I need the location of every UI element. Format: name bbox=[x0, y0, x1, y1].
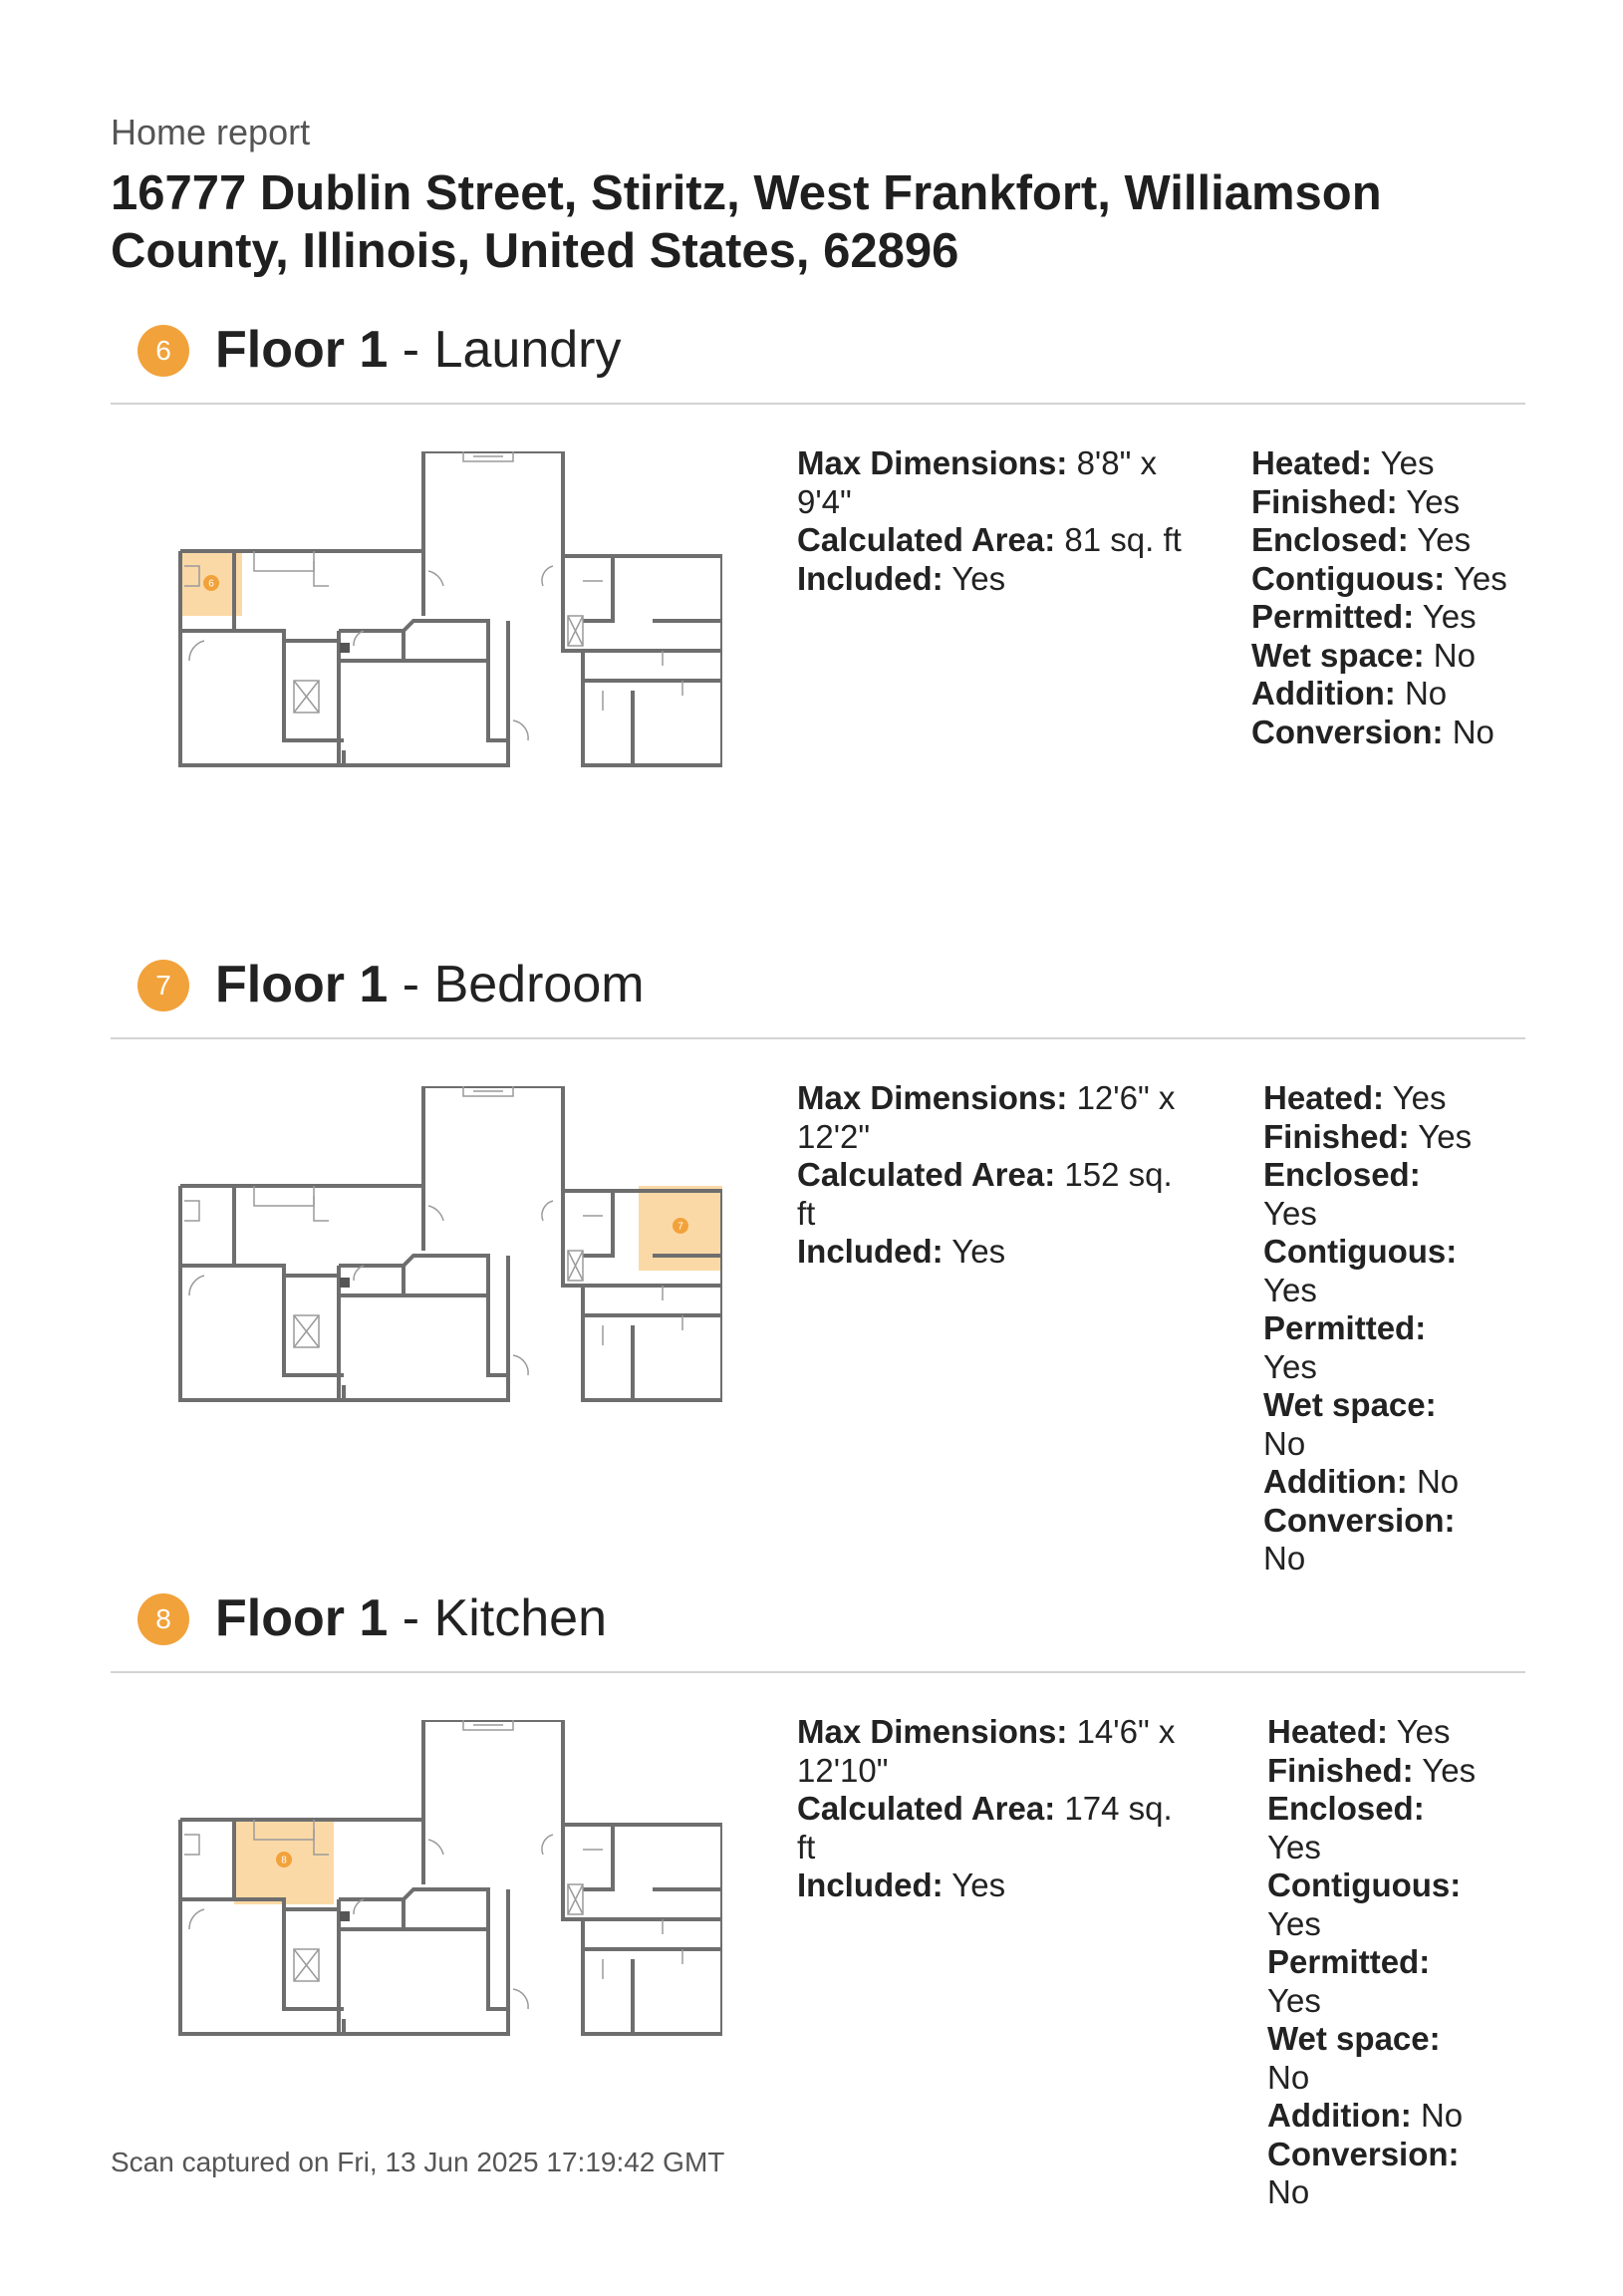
calculated-area: Calculated Area: 81 sq. ft bbox=[797, 521, 1182, 558]
room-section-bedroom bbox=[0, 952, 1623, 1577]
attribute-row: Wet space: No bbox=[1267, 2020, 1441, 2096]
svg-text:7: 7 bbox=[677, 1221, 683, 1233]
attribute-row: Wet space: No bbox=[1263, 1386, 1437, 1462]
room-name: Kitchen bbox=[433, 1589, 608, 1647]
attribute-row: Permitted: Yes bbox=[1251, 598, 1477, 635]
room-name: Laundry bbox=[433, 321, 622, 379]
attribute-row: Enclosed: Yes bbox=[1267, 1790, 1425, 1866]
room-number-badge: 6 bbox=[137, 325, 189, 377]
attribute-row: Permitted: Yes bbox=[1263, 1309, 1427, 1385]
attribute-row: Heated: Yes bbox=[1263, 1079, 1447, 1116]
floor-label: Floor 1 bbox=[215, 956, 389, 1013]
attribute-row: Heated: Yes bbox=[1251, 444, 1435, 481]
title-separator: - bbox=[388, 956, 434, 1013]
room-attributes bbox=[1263, 1079, 1483, 1578]
attribute-row: Contiguous: Yes bbox=[1251, 559, 1507, 597]
attribute-row: Addition: No bbox=[1267, 2097, 1464, 2134]
attribute-row: Conversion: No bbox=[1263, 1501, 1456, 1577]
room-attributes bbox=[1267, 1713, 1487, 2212]
svg-text:8: 8 bbox=[281, 1855, 287, 1866]
room-summary bbox=[797, 444, 1216, 598]
room-section-kitchen bbox=[0, 1585, 1623, 2210]
included: Included: Yes bbox=[797, 1866, 1006, 1903]
room-summary bbox=[797, 1079, 1176, 1272]
room-attributes bbox=[1251, 444, 1520, 751]
calculated-area: Calculated Area: 174 sq. ft bbox=[797, 1790, 1173, 1866]
room-number-badge: 7 bbox=[137, 960, 189, 1011]
title-separator: - bbox=[388, 321, 434, 379]
room-summary bbox=[797, 1713, 1176, 1905]
floor-plan-bedroom bbox=[164, 1086, 722, 1405]
room-section-laundry bbox=[0, 317, 1623, 915]
section-divider bbox=[111, 1671, 1525, 1673]
attribute-row: Conversion: No bbox=[1267, 2135, 1460, 2210]
section-divider bbox=[111, 1037, 1525, 1039]
report-label: Home report bbox=[111, 112, 311, 152]
attribute-row: Heated: Yes bbox=[1267, 1713, 1451, 1750]
attribute-row: Finished: Yes bbox=[1251, 482, 1461, 520]
room-title bbox=[215, 952, 645, 1017]
attribute-row: Enclosed: Yes bbox=[1263, 1156, 1421, 1232]
included: Included: Yes bbox=[797, 1233, 1006, 1270]
attribute-row: Addition: No bbox=[1263, 1463, 1460, 1500]
included: Included: Yes bbox=[797, 559, 1006, 597]
room-header bbox=[111, 952, 1525, 1041]
room-title bbox=[215, 1585, 607, 1651]
room-header bbox=[111, 1585, 1525, 1675]
room-header bbox=[111, 317, 1525, 407]
floor-label: Floor 1 bbox=[215, 1589, 389, 1647]
floor-plan-kitchen bbox=[164, 1720, 722, 2039]
scan-captured-footer: Scan captured on Fri, 13 Jun 2025 17:19:42 GMT bbox=[111, 2147, 725, 2177]
property-address: 16777 Dublin Street, Stiritz, West Frankfort, Williamson County, Illinois, United States, 62896 bbox=[111, 166, 1382, 278]
room-title bbox=[215, 317, 621, 383]
max-dimensions: Max Dimensions: 8'8" x 9'4" bbox=[797, 444, 1157, 520]
attribute-row: Wet space: No bbox=[1251, 636, 1476, 674]
room-number-badge: 8 bbox=[137, 1593, 189, 1645]
section-divider bbox=[111, 403, 1525, 405]
max-dimensions: Max Dimensions: 14'6" x 12'10" bbox=[797, 1713, 1176, 1789]
attribute-row: Contiguous: Yes bbox=[1267, 1866, 1462, 1942]
attribute-row: Enclosed: Yes bbox=[1251, 521, 1472, 558]
attribute-row: Addition: No bbox=[1251, 675, 1448, 712]
room-name: Bedroom bbox=[433, 956, 645, 1013]
attribute-row: Conversion: No bbox=[1251, 713, 1494, 750]
attribute-row: Permitted: Yes bbox=[1267, 1943, 1431, 2019]
max-dimensions: Max Dimensions: 12'6" x 12'2" bbox=[797, 1079, 1176, 1155]
floor-plan-laundry bbox=[164, 451, 722, 770]
attribute-row: Finished: Yes bbox=[1263, 1117, 1473, 1155]
floor-label: Floor 1 bbox=[215, 321, 389, 379]
calculated-area: Calculated Area: 152 sq. ft bbox=[797, 1156, 1173, 1232]
title-separator: - bbox=[388, 1589, 434, 1647]
attribute-row: Contiguous: Yes bbox=[1263, 1233, 1458, 1308]
svg-text:6: 6 bbox=[208, 578, 214, 590]
attribute-row: Finished: Yes bbox=[1267, 1751, 1477, 1789]
